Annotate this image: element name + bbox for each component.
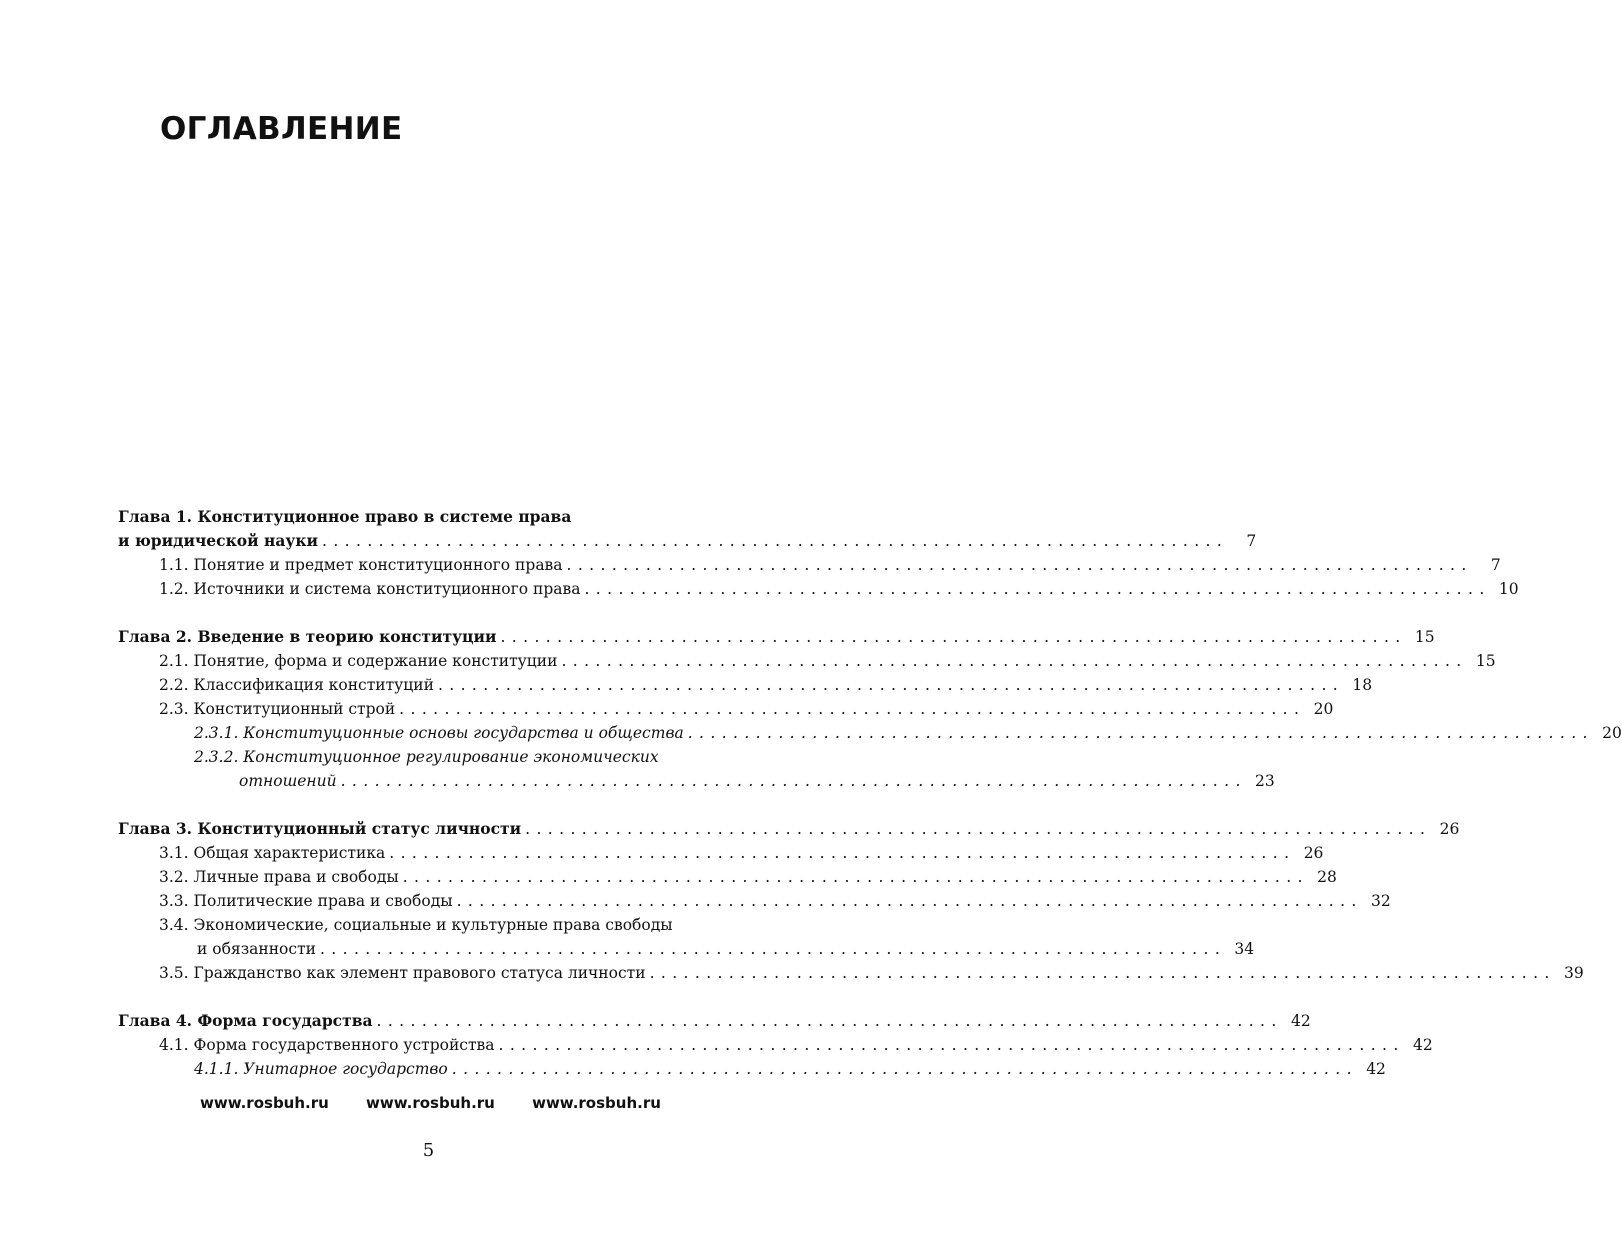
page-number: 42 <box>1412 1036 1433 1054</box>
toc-section-3-3[interactable] <box>118 889 1391 913</box>
toc-chapter-1 <box>118 505 1519 601</box>
website-link[interactable]: www.rosbuh.ru <box>366 1094 495 1112</box>
dot-leader: ................................................................................ <box>389 844 1296 862</box>
page-number: 42 <box>1366 1060 1386 1078</box>
section-label: 3.1. Общая характеристика <box>159 844 386 862</box>
dot-leader: ................................................................................ <box>402 868 1309 886</box>
section-label: 4.1. Форма государственного устройства <box>159 1036 495 1054</box>
section-label: 3.5. Гражданство как элемент правового статуса личности <box>159 964 646 982</box>
toc-subsection-2-3-1[interactable] <box>118 721 1622 745</box>
toc-section-1-2[interactable] <box>118 577 1519 601</box>
subsection-2-3-2-line1[interactable]: 2.3.2. Конституционное регулирование экономических <box>194 748 659 766</box>
dot-leader: ................................................................................ <box>456 892 1363 910</box>
chapter-2-entry[interactable] <box>118 625 1435 649</box>
dot-leader: ................................................................................ <box>500 628 1407 646</box>
dot-leader: ................................................................................ <box>399 700 1306 718</box>
toc-section-3-4[interactable] <box>118 937 1255 961</box>
chapter-4-entry[interactable] <box>118 1009 1311 1033</box>
subsection-label: 4.1.1. Унитарное государство <box>194 1060 448 1078</box>
dot-leader: ................................................................................ <box>561 652 1468 670</box>
dot-leader: ................................................................................ <box>687 724 1594 742</box>
page-number: 32 <box>1371 892 1391 910</box>
toc-subsection-4-1-1[interactable] <box>118 1057 1386 1081</box>
page-number: 20 <box>1313 700 1334 718</box>
section-3-4-line1[interactable]: 3.4. Экономические, социальные и культурные права свободы <box>159 916 673 934</box>
section-label: 2.3. Конституционный строй <box>159 700 396 718</box>
page-number: 7 <box>1246 532 1257 550</box>
section-label: 3.2. Личные права и свободы <box>159 868 399 886</box>
page-number: 26 <box>1303 844 1324 862</box>
page-number: 23 <box>1255 772 1275 790</box>
page-number: 20 <box>1602 724 1622 742</box>
toc-section-2-1[interactable] <box>118 649 1496 673</box>
toc-chapter-3 <box>118 817 1584 985</box>
footer-links <box>200 1094 693 1112</box>
chapter-2-title: Глава 2. Введение в теорию конституции <box>118 627 497 646</box>
toc-chapter-2 <box>118 625 1622 793</box>
section-label: 2.1. Понятие, форма и содержание конституции <box>159 652 558 670</box>
subsection-label: 2.3.1. Конституционные основы государства и общества <box>194 724 684 742</box>
website-link[interactable]: www.rosbuh.ru <box>532 1094 661 1112</box>
page-number: 26 <box>1439 820 1460 838</box>
website-link[interactable]: www.rosbuh.ru <box>200 1094 329 1112</box>
page-number: 18 <box>1352 676 1373 694</box>
toc-section-4-1[interactable] <box>118 1033 1433 1057</box>
page-number: 42 <box>1290 1012 1311 1030</box>
dot-leader: ................................................................................ <box>584 580 1491 598</box>
page-number: 34 <box>1234 940 1255 958</box>
dot-leader: ................................................................................ <box>566 556 1473 574</box>
dot-leader: ................................................................................ <box>340 772 1247 790</box>
section-label: 2.2. Классификация конституций <box>159 676 434 694</box>
page-number: 39 <box>1564 964 1584 982</box>
toc-section-2-2[interactable] <box>118 673 1373 697</box>
dot-leader: ................................................................................ <box>437 676 1345 694</box>
chapter-1-title-line2: и юридической науки <box>118 531 319 550</box>
toc-section-3-5[interactable] <box>118 961 1584 985</box>
dot-leader: ................................................................................ <box>451 1060 1358 1078</box>
section-label: 1.2. Источники и система конституционного права <box>159 580 581 598</box>
section-label: и обязанности <box>197 940 316 958</box>
toc-subsection-2-3-2[interactable] <box>118 769 1275 793</box>
table-of-contents <box>118 505 1622 1081</box>
section-label: 3.3. Политические права и свободы <box>159 892 453 910</box>
dot-leader: ................................................................................ <box>498 1036 1405 1054</box>
toc-chapter-4 <box>118 1009 1433 1081</box>
page-number: 15 <box>1475 652 1496 670</box>
dot-leader: ................................................................................ <box>376 1012 1283 1030</box>
chapter-3-entry[interactable] <box>118 817 1460 841</box>
dot-leader: ................................................................................ <box>525 820 1432 838</box>
page-title: ОГЛАВЛЕНИЕ <box>160 111 403 147</box>
chapter-4-title: Глава 4. Форма государства <box>118 1011 373 1030</box>
page-number: 15 <box>1414 628 1435 646</box>
subsection-label: отношений <box>239 772 337 790</box>
page-number: 10 <box>1498 580 1519 598</box>
toc-section-3-1[interactable] <box>118 841 1324 865</box>
page-number: 28 <box>1317 868 1337 886</box>
section-label: 1.1. Понятие и предмет конституционного права <box>159 556 563 574</box>
toc-section-3-2[interactable] <box>118 865 1337 889</box>
toc-section-2-3[interactable] <box>118 697 1334 721</box>
page-number-footer: 5 <box>422 1140 435 1161</box>
toc-section-1-1[interactable] <box>118 553 1501 577</box>
dot-leader: ................................................................................ <box>319 940 1227 958</box>
chapter-1-entry[interactable] <box>118 529 1257 553</box>
dot-leader: ................................................................................ <box>322 532 1229 550</box>
chapter-1-title-line1[interactable]: Глава 1. Конституционное право в системе права <box>118 507 572 526</box>
page-number: 7 <box>1490 556 1501 574</box>
dot-leader: ................................................................................ <box>649 964 1556 982</box>
chapter-3-title: Глава 3. Конституционный статус личности <box>118 819 522 838</box>
